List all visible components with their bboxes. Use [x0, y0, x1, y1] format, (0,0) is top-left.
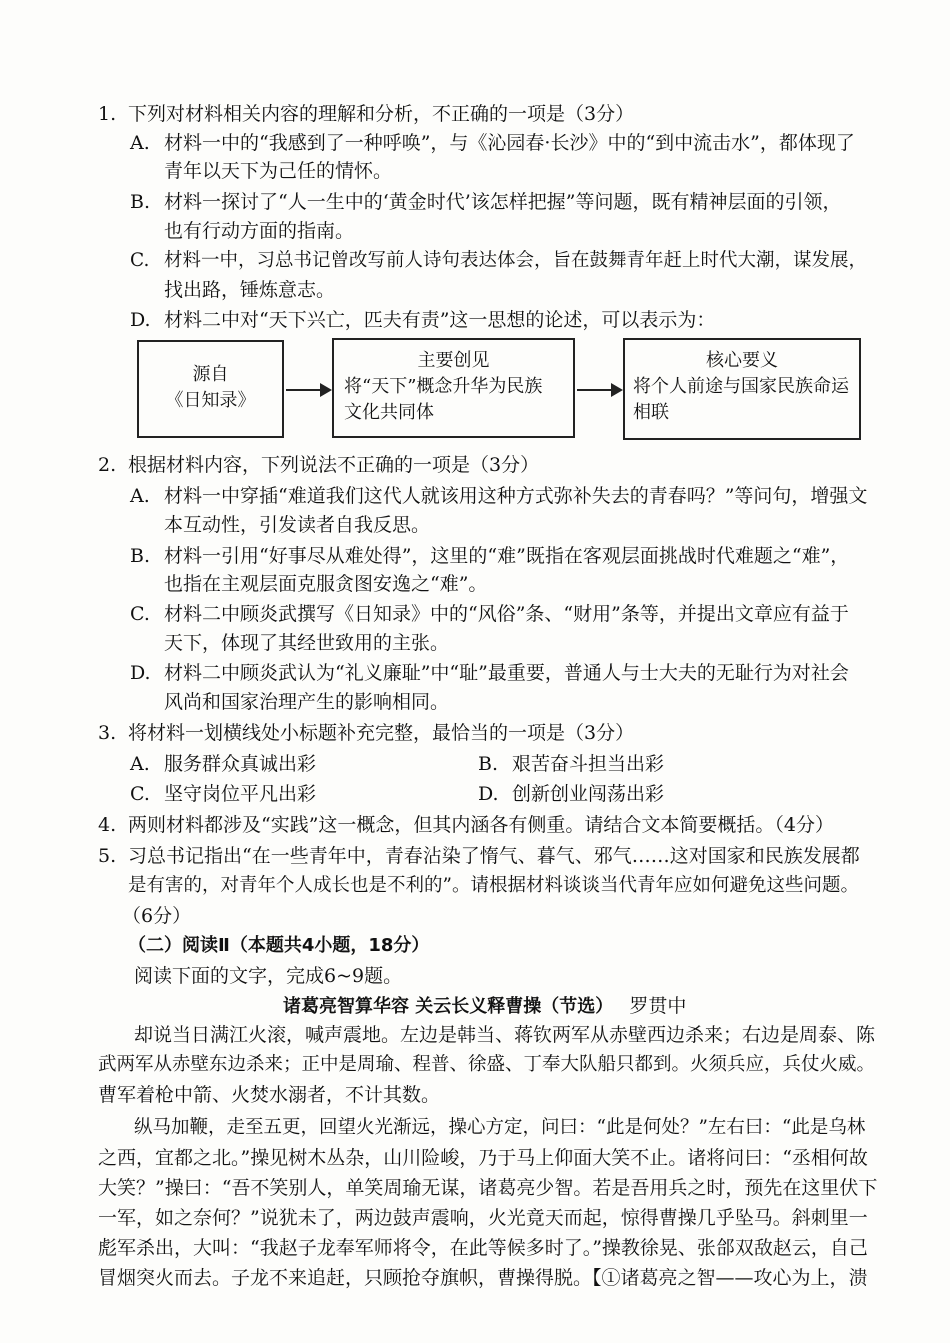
diagram-arrow-2	[577, 389, 621, 391]
section-heading: （二）阅读Ⅱ（本题共4小题，18分）	[128, 935, 430, 956]
q2-option-d: D. 材料二中顾炎武认为“礼义廉耻”中“耻”最重要，普通人与士大夫的无耻行为对社会	[130, 662, 849, 684]
passage-p2-line4: 一军，如之奈何？”说犹未了，两边鼓声震响，火光竟天而起，惊得曹操几乎坠马。斜刺里一	[98, 1207, 868, 1229]
q2-option-c: C. 材料二中顾炎武撰写《日知录》中的“风俗”条、“财用”条等，并提出文章应有益于	[130, 603, 849, 625]
q3-option-a: A. 服务群众真诚出彩	[130, 753, 317, 775]
q1-option-a: A. 材料一中的“我感到了一种呼唤”，与《沁园春·长沙》中的“到中流击水”，都体现了	[130, 132, 855, 154]
diagram-box-insight	[332, 338, 575, 438]
q2-option-b-cont: 也指在主观层面克服贪图安逸之“难”。	[164, 573, 488, 595]
q3-stem: 3. 将材料一划横线处小标题补充完整，最恰当的一项是（3分）	[98, 722, 635, 744]
passage-p2-line1: 纵马加鞭，走至五更，回望火光渐远，操心方定，问曰：“此是何处？”左右曰：“此是乌林	[134, 1117, 866, 1138]
passage-p1-line2: 武两军从赤壁东边杀来；正中是周瑜、程普、徐盛、丁奉大队船只都到。火须兵应，兵仗火威。	[98, 1054, 876, 1075]
passage-p2-line3: 大笑？”操曰：“吾不笑别人，单笑周瑜无谋，诸葛亮少智。若是吾用兵之时，预先在这里伏下	[98, 1177, 878, 1199]
q2-option-b: B. 材料一引用“好事尽从难处得”，这里的“难”既指在客观层面挑战时代难题之“难”，	[130, 545, 850, 567]
q2-option-c-cont: 天下，体现了其经世致用的主张。	[164, 632, 450, 654]
passage-p2-line5: 彪军杀出，大叫：“我赵子龙奉军师将令，在此等候多时了。”操教徐晃、张郃双敌赵云，自己	[98, 1237, 868, 1259]
passage-p2-line2: 之西，宜都之北。”操见树木丛杂，山川险峻，乃于马上仰面大笑不止。诸将问曰：“丞相何故	[98, 1147, 868, 1169]
section-instruction: 阅读下面的文字，完成6~9题。	[134, 965, 403, 987]
q2-option-d-cont: 风尚和国家治理产生的影响相同。	[164, 691, 450, 713]
q5-line2: 是有害的，对青年个人成长也是不利的”。请根据材料谈谈当代青年应如何避免这些问题。	[128, 875, 859, 896]
q1-option-c: C. 材料一中，习总书记曾改写前人诗句表达体会，旨在鼓舞青年赶上时代大潮，谋发展，	[130, 250, 868, 271]
diagram-box-insight-line2: 文化共同体	[344, 402, 434, 423]
diagram-box-insight-line1: 将“天下”概念升华为民族	[344, 376, 543, 397]
passage-p1-line3: 曹军着枪中箭、火焚水溺者，不计其数。	[98, 1084, 441, 1106]
q3-option-b: B. 艰苦奋斗担当出彩	[478, 753, 665, 775]
diagram-box-core-title: 核心要义	[706, 350, 778, 371]
diagram-arrow-1	[286, 389, 330, 391]
q1-stem: 1. 下列对材料相关内容的理解和分析，不正确的一项是（3分）	[98, 103, 635, 125]
q5-line1: 5. 习总书记指出“在一些青年中，青春沾染了惰气、暮气、邪气……这对国家和民族发展都	[98, 845, 860, 867]
diagram-box-source	[137, 340, 284, 438]
diagram-box-source-line2: 《日知录》	[165, 390, 256, 411]
diagram-box-source-line1: 源自	[192, 364, 229, 385]
q1-option-a-cont: 青年以天下为己任的情怀。	[164, 160, 393, 182]
q2-option-a-cont: 本互动性，引发读者自我反思。	[164, 514, 431, 536]
q1-option-c-cont: 找出路，锤炼意志。	[164, 279, 336, 301]
q2-stem: 2. 根据材料内容，下列说法不正确的一项是（3分）	[98, 454, 540, 476]
diagram-box-core-line1: 将个人前途与国家民族命运	[633, 376, 849, 397]
q1-option-b-cont: 也有行动方面的指南。	[164, 220, 355, 242]
passage-p2-line6: 冒烟突火而去。子龙不来追赶，只顾抢夺旗帜，曹操得脱。【①诸葛亮之智——攻心为上，溃	[98, 1267, 868, 1289]
passage-p1-line1: 却说当日满江火滚，喊声震地。左边是韩当、蒋钦两军从赤壁西边杀来；右边是周泰、陈	[134, 1024, 876, 1046]
q4-stem: 4. 两则材料都涉及“实践”这一概念，但其内涵各有侧重。请结合文本简要概括。（4分）	[98, 814, 835, 836]
passage-title: 诸葛亮智算华容 关云长义释曹操（节选）	[283, 996, 614, 1017]
q1-option-d: D. 材料二中对“天下兴亡，匹夫有责”这一思想的论述，可以表示为：	[130, 309, 716, 331]
q5-line3: （6分）	[122, 905, 192, 927]
q2-option-a: A. 材料一中穿插“难道我们这代人就该用这种方式弥补失去的青春吗？”等问句，增强文	[130, 485, 868, 507]
diagram-box-core	[623, 338, 861, 440]
q1-option-b: B. 材料一探讨了“人一生中的‘黄金时代’该怎样把握”等问题，既有精神层面的引领，	[130, 191, 842, 213]
diagram-box-core-line2: 相联	[633, 402, 669, 423]
diagram-box-insight-title: 主要创见	[417, 350, 490, 371]
q3-option-d: D. 创新创业闯荡出彩	[478, 783, 665, 805]
passage-author: 罗贯中	[629, 995, 687, 1017]
q3-option-c: C. 坚守岗位平凡出彩	[130, 783, 317, 805]
passage-title-block	[283, 993, 686, 1020]
